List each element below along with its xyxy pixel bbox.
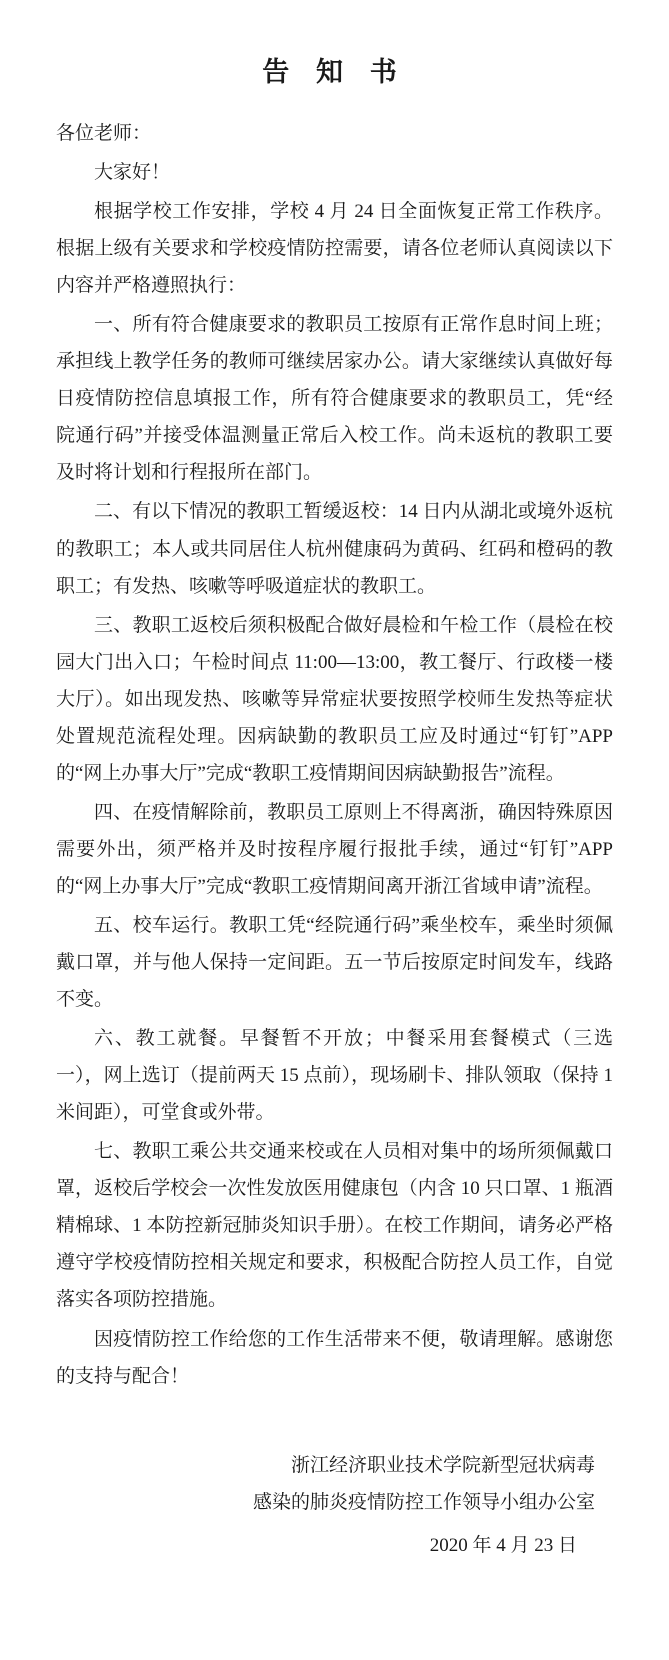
page-title: 告 知 书	[262, 57, 407, 87]
signature-line-1: 浙江经济职业技术学院新型冠状病毒	[290, 1454, 595, 1476]
paragraph-item-4: 四、在疫情解除前，教职员工原则上不得离浙，确因特殊原因需要外出，须严格并及时按程序履行报批手续，通过“钉钉”APP 的“网上办事大厅”完成“教职工疫情期间离开浙江省域申请”流程。	[56, 801, 613, 897]
paragraph-closing: 因疫情防控工作给您的工作生活带来不便，敬请理解。感谢您的支持与配合！	[56, 1328, 613, 1387]
paragraph-item-6: 六、教工就餐。早餐暂不开放；中餐采用套餐模式（三选一），网上选订（提前两天 15 点前），现场刷卡、排队领取（保持 1 米间距），可堂食或外带。	[56, 1028, 613, 1124]
paragraph-item-5: 五、校车运行。教职工凭“经院通行码”乘坐校车，乘坐时须佩戴口罩，并与他人保持一定间距。五一节后按原定时间发车，线路不变。	[56, 914, 613, 1011]
signature-block	[56, 1447, 613, 1564]
paragraph-item-2: 二、有以下情况的教职工暂缓返校：14 日内从湖北或境外返杭的教职工；本人或共同居住人杭州健康码为黄码、红码和橙码的教职工；有发热、咳嗽等呼吸道症状的教职工。	[56, 501, 613, 597]
paragraph-item-1: 一、所有符合健康要求的教职员工按原有正常作息时间上班；承担线上教学任务的教师可继续居家办公。请大家继续认真做好每日疫情防控信息填报工作，所有符合健康要求的教职员工，凭“经院通行码”并接受体温测量正常后入校工作。尚未返杭的教职工要及时将计划和行程报所在部门。	[56, 314, 613, 484]
paragraph-intro: 根据学校工作安排，学校 4 月 24 日全面恢复正常工作秩序。根据上级有关要求和学校疫情防控需要，请各位老师认真阅读以下内容并严格遵照执行：	[56, 201, 613, 297]
signature-date: 2020 年 4 月 23 日	[429, 1534, 577, 1556]
paragraph-item-3: 三、教职工返校后须积极配合做好晨检和午检工作（晨检在校园大门出入口；午检时间点 11:00—13:00，教工餐厅、行政楼一楼大厅）。如出现发热、咳嗽等异常症状要按照学校师生发热等症状处置规范流程处理。因病缺勤的教职员工应及时通过“钉钉”APP 的“网上办事大厅”完成“教职工疫情期间因病缺勤报告”流程。	[56, 614, 613, 784]
greeting: 大家好！	[94, 162, 171, 184]
salutation: 各位老师：	[56, 123, 152, 144]
signature-line-2: 感染的肺炎疫情防控工作领导小组办公室	[252, 1491, 595, 1513]
paragraph-item-7: 七、教职工乘公共交通来校或在人员相对集中的场所须佩戴口罩，返校后学校会一次性发放医用健康包（内含 10 只口罩、1 瓶酒精棉球、1 本防控新冠肺炎知识手册）。在校工作期间，请务必严格遵守学校疫情防控相关规定和要求，积极配合防控人员工作，自觉落实各项防控措施。	[56, 1141, 613, 1311]
